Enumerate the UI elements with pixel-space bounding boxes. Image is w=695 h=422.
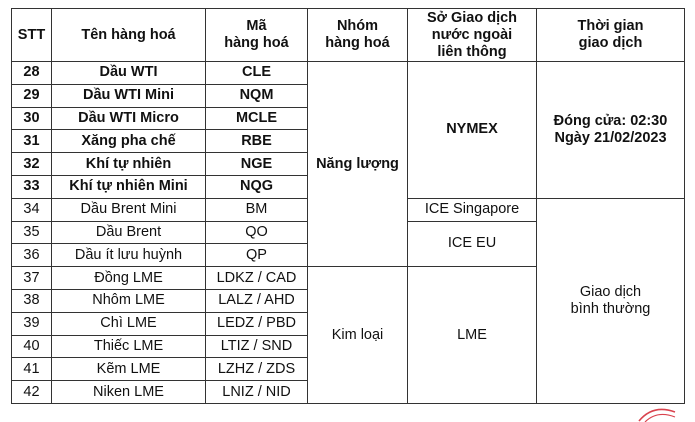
row-name: Chì LME	[52, 312, 206, 335]
row-code: LTIZ / SND	[206, 335, 308, 358]
row-stt: 38	[12, 289, 52, 312]
row-stt: 34	[12, 198, 52, 221]
row-stt: 36	[12, 244, 52, 267]
group-metal: Kim loại	[308, 267, 408, 404]
header-row	[12, 9, 685, 62]
header-stt: STT	[12, 9, 52, 62]
row-code: RBE	[206, 130, 308, 153]
row-stt: 31	[12, 130, 52, 153]
row-code: LEDZ / PBD	[206, 312, 308, 335]
row-code: LZHZ / ZDS	[206, 358, 308, 381]
row-name: Thiếc LME	[52, 335, 206, 358]
row-stt: 32	[12, 153, 52, 176]
row-stt: 40	[12, 335, 52, 358]
header-group: Nhóm hàng hoá	[308, 9, 408, 62]
stamp-mark	[635, 400, 681, 422]
row-name: Dầu ít lưu huỳnh	[52, 244, 206, 267]
header-exchange: Sở Giao dịch nước ngoài liên thông	[408, 9, 537, 62]
row-stt: 39	[12, 312, 52, 335]
row-code: BM	[206, 198, 308, 221]
group-energy: Năng lượng	[308, 62, 408, 267]
row-name: Xăng pha chế	[52, 130, 206, 153]
row-stt: 29	[12, 84, 52, 107]
time-normal: Giao dịch bình thường	[537, 198, 685, 403]
row-code: LALZ / AHD	[206, 289, 308, 312]
row-stt: 35	[12, 221, 52, 244]
row-stt: 41	[12, 358, 52, 381]
row-stt: 28	[12, 62, 52, 85]
row-code: CLE	[206, 62, 308, 85]
exchange-ice-eu: ICE EU	[408, 221, 537, 267]
exchange-lme: LME	[408, 267, 537, 404]
exchange-nymex: NYMEX	[408, 62, 537, 199]
row-stt: 37	[12, 267, 52, 290]
row-code: LNIZ / NID	[206, 381, 308, 404]
time-closed: Đóng cửa: 02:30 Ngày 21/02/2023	[537, 62, 685, 199]
row-name: Dầu WTI Mini	[52, 84, 206, 107]
exchange-ice-singapore: ICE Singapore	[408, 198, 537, 221]
row-name: Dầu WTI Micro	[52, 107, 206, 130]
row-name: Kẽm LME	[52, 358, 206, 381]
row-stt: 42	[12, 381, 52, 404]
header-name: Tên hàng hoá	[52, 9, 206, 62]
row-code: NGE	[206, 153, 308, 176]
row-code: QO	[206, 221, 308, 244]
row-stt: 30	[12, 107, 52, 130]
row-code: MCLE	[206, 107, 308, 130]
row-name: Niken LME	[52, 381, 206, 404]
row-code: NQM	[206, 84, 308, 107]
row-name: Nhôm LME	[52, 289, 206, 312]
row-code: LDKZ / CAD	[206, 267, 308, 290]
header-code: Mã hàng hoá	[206, 9, 308, 62]
commodity-table	[11, 8, 685, 404]
header-time: Thời gian giao dịch	[537, 9, 685, 62]
row-name: Dầu Brent Mini	[52, 198, 206, 221]
row-code: QP	[206, 244, 308, 267]
row-name: Dầu WTI	[52, 62, 206, 85]
row-name: Đồng LME	[52, 267, 206, 290]
table-row	[12, 62, 685, 85]
row-code: NQG	[206, 175, 308, 198]
row-name: Khí tự nhiên Mini	[52, 175, 206, 198]
row-name: Khí tự nhiên	[52, 153, 206, 176]
row-name: Dầu Brent	[52, 221, 206, 244]
row-stt: 33	[12, 175, 52, 198]
stamp-arc-inner	[645, 414, 675, 422]
